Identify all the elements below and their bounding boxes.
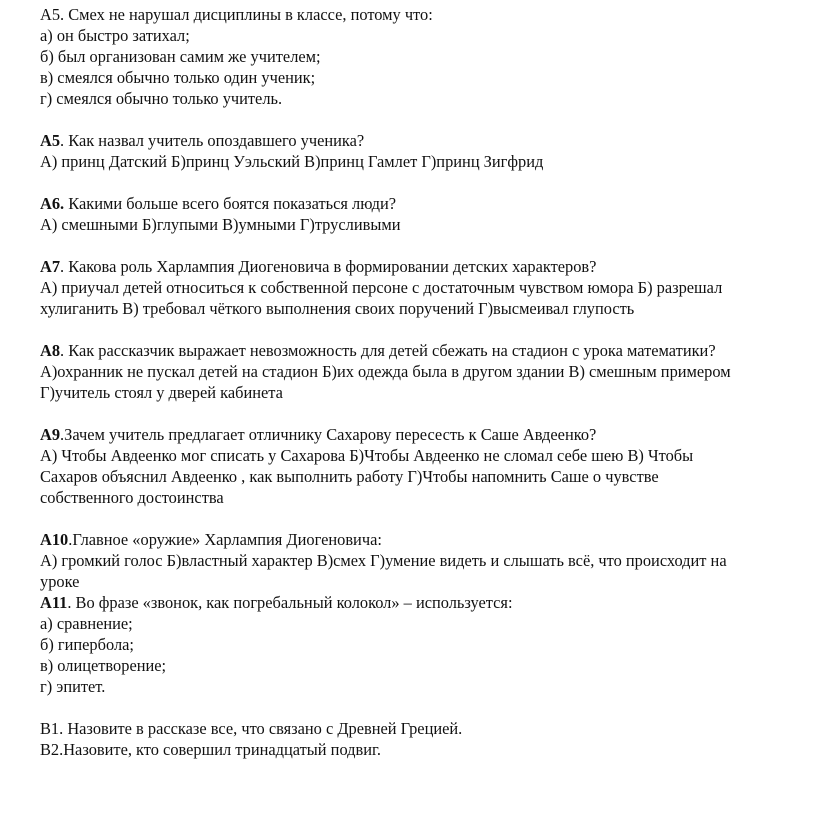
question-a5-late-student [40,130,808,172]
question-b1: В1. Назовите в рассказе все, что связано с Древней Грецией. [40,719,463,738]
answer-options: А) приучал детей относиться к собственной персоне с достаточным чувством юмора Б) разрешал [40,278,723,297]
answer-options: собственного достоинства [40,488,224,507]
question-stem: А11. Во фразе «звонок, как погребальный колокол» – используется: [40,593,513,612]
question-number: А11 [40,593,68,612]
answer-option: г) эпитет. [40,677,106,696]
answer-option: б) гипербола; [40,635,134,654]
answer-options: А)охранник не пускал детей на стадион Б)их одежда была в другом здании В) смешным примером [40,362,731,381]
question-a8 [40,340,808,403]
question-stem: А7. Какова роль Харлампия Диогеновича в формировании детских характеров? [40,257,597,276]
question-a11 [40,592,808,697]
question-a5-discipline [40,4,808,109]
answer-options: А) смешными Б)глупыми В)умными Г)трусливыми [40,215,401,234]
answer-options: А) принц Датский Б)принц Уэльский В)принц Гамлет Г)принц Зигфрид [40,152,544,171]
answer-options: хулиганить В) требовал чёткого выполнения своих поручений Г)высмеивал глупость [40,299,635,318]
questions-b [40,718,808,760]
question-stem: А6. Какими больше всего боятся показаться люди? [40,194,397,213]
answer-option: в) олицетворение; [40,656,167,675]
answer-options: А) громкий голос Б)властный характер В)смех Г)умение видеть и слышать всё, что происходит на [40,551,727,570]
question-stem: А10.Главное «оружие» Харлампия Диогеновича: [40,530,382,549]
answer-option: в) смеялся обычно только один ученик; [40,68,316,87]
answer-option: а) сравнение; [40,614,133,633]
question-number: А7 [40,257,61,276]
question-stem: А9.Зачем учитель предлагает отличнику Сахарову пересесть к Саше Авдеенко? [40,425,597,444]
question-stem: А5. Как назвал учитель опоздавшего ученика? [40,131,365,150]
question-a6 [40,193,808,235]
answer-option: а) он быстро затихал; [40,26,190,45]
question-stem: А5. Смех не нарушал дисциплины в классе, потому что: [40,5,433,24]
answer-options: А) Чтобы Авдеенко мог списать у Сахарова Б)Чтобы Авдеенко не сломал себе шею В) Чтобы [40,446,694,465]
question-a7 [40,256,808,319]
question-a9 [40,424,808,508]
question-stem: А8. Как рассказчик выражает невозможность для детей сбежать на стадион с урока математики? [40,341,716,360]
question-number: А5 [40,131,61,150]
question-a10 [40,529,808,592]
answer-options: Г)учитель стоял у дверей кабинета [40,383,283,402]
question-number: А10 [40,530,69,549]
answer-option: г) смеялся обычно только учитель. [40,89,283,108]
question-number: А8 [40,341,61,360]
answer-options: Сахаров объяснил Авдеенко , как выполнить работу Г)Чтобы напомнить Саше о чувстве [40,467,659,486]
answer-options: уроке [40,572,80,591]
question-b2: В2.Назовите, кто совершил тринадцатый подвиг. [40,740,381,759]
answer-option: б) был организован самим же учителем; [40,47,321,66]
question-number: А9 [40,425,61,444]
question-number: А6. [40,194,65,213]
